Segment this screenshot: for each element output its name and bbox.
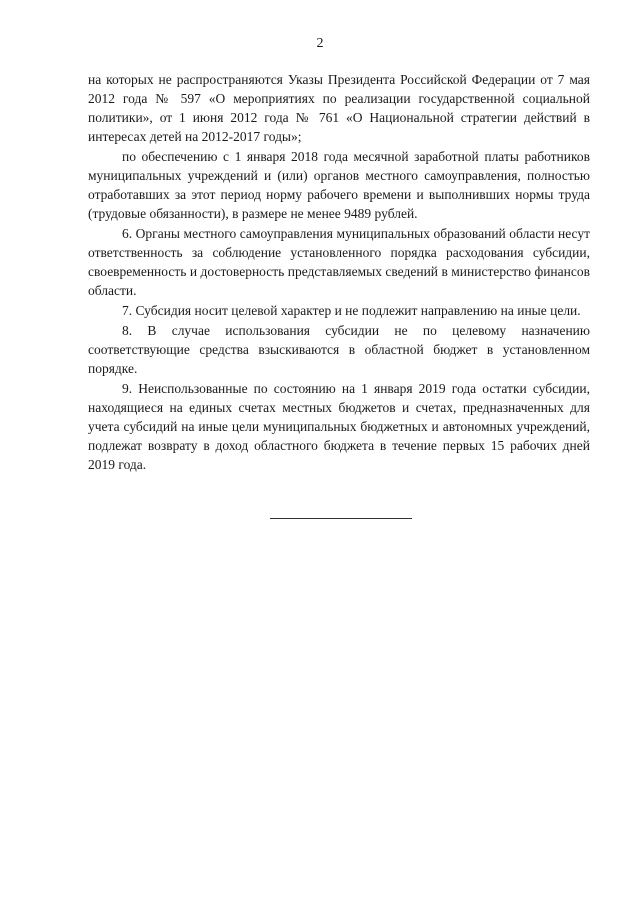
paragraph-item-8: 8. В случае использования субсидии не по целевому назначению соответствующие средства взыскиваются в областной бюджет в установленном порядке. (88, 323, 590, 376)
paragraph-item-6: 6. Органы местного самоуправления муниципальных образований области несут ответственность за соблюдение установленного порядка расходования субсидии, своевременность и достоверность представляемых сведений в министерство финансов области. (88, 226, 590, 298)
document-body (88, 70, 590, 475)
page-number: 2 (316, 36, 324, 51)
end-separator-line (270, 518, 412, 519)
paragraph-continuation: на которых не распространяются Указы Президента Российской Федерации от 7 мая 2012 года № 597 «О мероприятиях по реализации государственной социальной политики», от 1 июня 2012 года № 761 «О Национальной стратегии действий в интересах детей на 2012-2017 годы»; (88, 72, 590, 144)
paragraph-item-7: 7. Субсидия носит целевой характер и не подлежит направлению на иные цели. (122, 303, 581, 318)
paragraph-salary-provision: по обеспечению с 1 января 2018 года месячной заработной платы работников муниципальных учреждений и (или) органов местного самоуправления, полностью отработавших за этот период норму рабочего времени и выполнивших нормы труда (трудовые обязанности), в размере не менее 9489 рублей. (88, 149, 590, 221)
paragraph-item-9: 9. Неиспользованные по состоянию на 1 января 2019 года остатки субсидии, находящиеся на единых счетах местных бюджетов и счетах, предназначенных для учета субсидий на иные цели муниципальных бюджетных и автономных учреждений, подлежат возврату в доход областного бюджета в течение первых 15 рабочих дней 2019 года. (88, 381, 590, 472)
